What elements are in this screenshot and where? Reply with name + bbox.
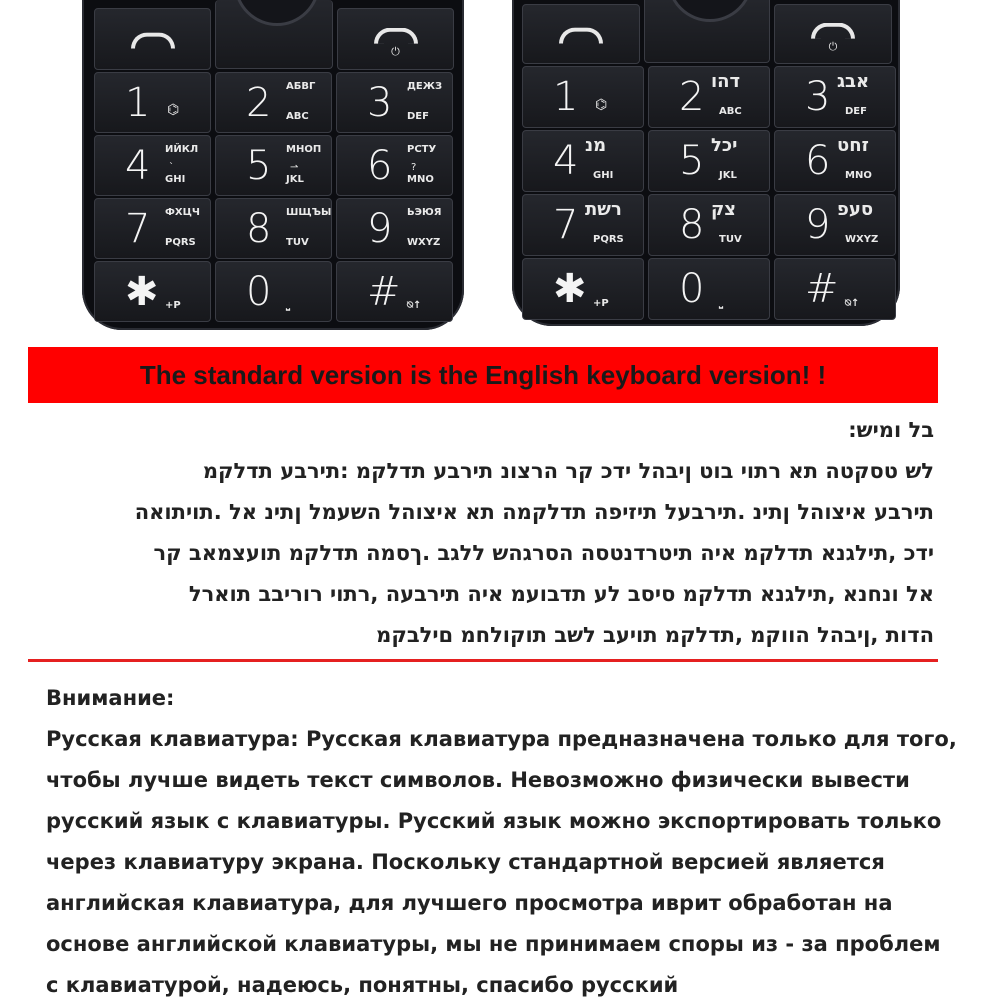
key-alt-letters: סעפ <box>837 199 874 220</box>
key-alt-letters: זחט <box>837 135 869 156</box>
key-digit: 7 <box>553 202 579 248</box>
key-latin-letters: GHI <box>165 174 186 185</box>
hebrew-line: הדות ,ןיבהל הווקמ ,תדלקמ תויעב לשב תוקולחמ םילבקמ <box>376 623 934 647</box>
key-digit: ✱ <box>125 269 159 315</box>
keypad-key-4 <box>94 135 211 196</box>
handset-icon <box>374 28 418 44</box>
keypad-key-8 <box>648 194 770 256</box>
keypad-key-7 <box>522 194 644 256</box>
key-alt-letters: ДЕЖЗ <box>407 81 443 92</box>
key-alt-letters: ФХЦЧ <box>165 207 200 218</box>
keypad-key-4 <box>522 130 644 192</box>
keypad-key-5 <box>648 130 770 192</box>
voicemail-icon: ⌬ <box>167 102 180 118</box>
russian-keypad-phone <box>82 0 464 330</box>
russian-line: с клавиатурой, надеюсь, понятны, спасибо русский <box>46 973 679 997</box>
key-alt-letters: РСТУ <box>407 144 437 155</box>
key-alt-letters: מנ <box>585 135 607 156</box>
key-digit: 6 <box>805 138 831 184</box>
keypad-key-1 <box>94 72 211 133</box>
russian-line: чтобы лучше видеть текст символов. Невозможно физически вывести <box>46 768 910 792</box>
key-alt-letters: ШЩЪЫ <box>286 207 332 218</box>
key-latin-letters: DEF <box>845 106 867 117</box>
key-digit: 6 <box>367 143 393 189</box>
handset-icon <box>131 33 175 49</box>
key-latin-letters: ⍉↑ <box>845 298 860 309</box>
nav-ring <box>667 0 753 22</box>
key-alt-letters: ИЙКЛ <box>165 144 199 155</box>
key-alt-letters: אבג <box>837 71 870 92</box>
russian-line: основе английской клавиатуры, мы не принимаем споры из - за проблем <box>46 932 941 956</box>
key-digit: 3 <box>805 74 831 120</box>
key-latin-letters: DEF <box>407 111 429 122</box>
end-key <box>774 4 892 64</box>
key-digit: 4 <box>553 138 579 184</box>
end-key <box>337 8 454 70</box>
key-digit: 4 <box>125 143 151 189</box>
hebrew-line: לש טסקטה תא רתוי בוט ןיבהל ידכ קר הרצונ תירבע תדלקמ :תירבע תדלקמ <box>202 459 934 483</box>
key-digit: 5 <box>679 138 705 184</box>
key-alt-letters: АБВГ <box>286 81 316 92</box>
keypad-key-12 <box>336 261 453 322</box>
key-alt-letters: יכל <box>711 135 738 156</box>
key-latin-letters: ABC <box>286 111 309 122</box>
hebrew-line: תירבע איצוהל ןתינ .תירבעל תיזיפה תדלקמה תא איצוהל השעמל ןתינ אל .תויתואה <box>134 500 934 524</box>
section-divider <box>28 659 938 662</box>
key-digit: 1 <box>553 74 579 120</box>
keypad-key-9 <box>336 198 453 259</box>
key-digit: 1 <box>125 80 151 126</box>
notice-banner <box>28 347 938 403</box>
key-alt-letters: דהו <box>711 71 741 92</box>
key-latin-letters: ABC <box>719 106 742 117</box>
key-digit: # <box>805 266 839 312</box>
phone-photos <box>0 0 1000 340</box>
key-latin-letters: GHI <box>593 170 614 181</box>
key-latin-letters: JKL <box>719 170 737 181</box>
key-digit: # <box>367 269 401 315</box>
key-latin-letters: WXYZ <box>845 234 879 245</box>
key-latin-letters: JKL <box>286 174 304 185</box>
key-digit: ✱ <box>553 266 587 312</box>
hebrew-keypad-phone <box>512 0 900 326</box>
keypad-key-10 <box>522 258 644 320</box>
key-digit: 0 <box>246 269 272 315</box>
russian-line: русский язык с клавиатуры. Русский язык можно экспортировать только <box>46 809 942 833</box>
russian-line: Русская клавиатура: Русская клавиатура предназначена только для того, <box>46 727 957 751</box>
handset-icon <box>559 28 603 44</box>
key-alt-letters: ЬЭЮЯ <box>407 207 442 218</box>
hebrew-heading: בל ומיש: <box>848 418 934 442</box>
keypad-key-8 <box>215 198 332 259</box>
keypad-key-1 <box>522 66 644 128</box>
key-latin-letters: +P <box>593 298 609 309</box>
key-digit: 9 <box>367 206 393 252</box>
keypad-key-12 <box>774 258 896 320</box>
key-latin-letters: WXYZ <box>407 237 441 248</box>
russian-line: английская клавиатура, для лучшего просмотра иврит обработан на <box>46 891 893 915</box>
key-alt-letters: МНОП <box>286 144 322 155</box>
keypad-key-6 <box>774 130 896 192</box>
voicemail-icon: ⌬ <box>595 97 608 113</box>
call-key <box>94 8 211 70</box>
call-key <box>522 4 640 64</box>
russian-line: через клавиатуру экрана. Поскольку стандартной версией является <box>46 850 885 874</box>
russian-notice <box>46 678 957 1006</box>
keypad-key-5 <box>215 135 332 196</box>
key-latin-letters: PQRS <box>593 234 624 245</box>
key-alt-letters: רשת <box>585 199 622 220</box>
key-latin-letters: TUV <box>286 237 309 248</box>
keypad-key-10 <box>94 261 211 322</box>
nav-ring <box>234 0 320 26</box>
key-symbol-mark: ⇀ <box>290 162 299 173</box>
keypad-key-3 <box>774 66 896 128</box>
key-digit: 8 <box>246 206 272 252</box>
key-digit: 7 <box>125 206 151 252</box>
keypad-key-11 <box>648 258 770 320</box>
key-latin-letters: ⎵ <box>286 300 290 311</box>
nav-center-key <box>215 0 333 69</box>
key-digit: 9 <box>805 202 831 248</box>
key-digit: 2 <box>246 80 272 126</box>
key-latin-letters: +P <box>165 300 181 311</box>
banner-text: The standard version is the English keyboard version! ! <box>139 359 827 390</box>
keypad-key-6 <box>336 135 453 196</box>
russian-heading: Внимание: <box>46 686 175 710</box>
key-digit: 3 <box>367 80 393 126</box>
keypad-key-9 <box>774 194 896 256</box>
keypad-key-11 <box>215 261 332 322</box>
key-latin-letters: ⎵ <box>719 298 723 309</box>
key-digit: 8 <box>679 202 705 248</box>
key-symbol-mark: ` <box>169 162 174 173</box>
key-symbol-mark: ? <box>411 162 417 173</box>
keypad-key-2 <box>648 66 770 128</box>
hebrew-line: ידכ ,תילגנא תדלקמ איה תיטרדנטסה הסרגהש ללגב .ךסמה תדלקמ תועצמאב קר <box>153 541 934 565</box>
key-latin-letters: MNO <box>845 170 872 181</box>
power-icon: ⏻ <box>828 39 838 53</box>
key-alt-letters: צק <box>711 199 737 220</box>
key-latin-letters: MNO <box>407 174 434 185</box>
key-digit: 0 <box>679 266 705 312</box>
key-digit: 5 <box>246 143 272 189</box>
key-latin-letters: ⍉↑ <box>407 300 422 311</box>
key-digit: 2 <box>679 74 705 120</box>
nav-center-key <box>644 0 770 63</box>
key-latin-letters: PQRS <box>165 237 196 248</box>
power-icon: ⏻ <box>391 45 400 58</box>
hebrew-notice <box>46 410 934 656</box>
key-latin-letters: TUV <box>719 234 742 245</box>
hebrew-line: אל ונחנא ,תילגנא תדלקמ סיסב לע תדבועמ איה תירבעה ,רתוי רוריבב תוארל <box>188 582 934 606</box>
keypad-key-3 <box>336 72 453 133</box>
handset-icon <box>811 23 855 39</box>
keypad-key-2 <box>215 72 332 133</box>
keypad-key-7 <box>94 198 211 259</box>
